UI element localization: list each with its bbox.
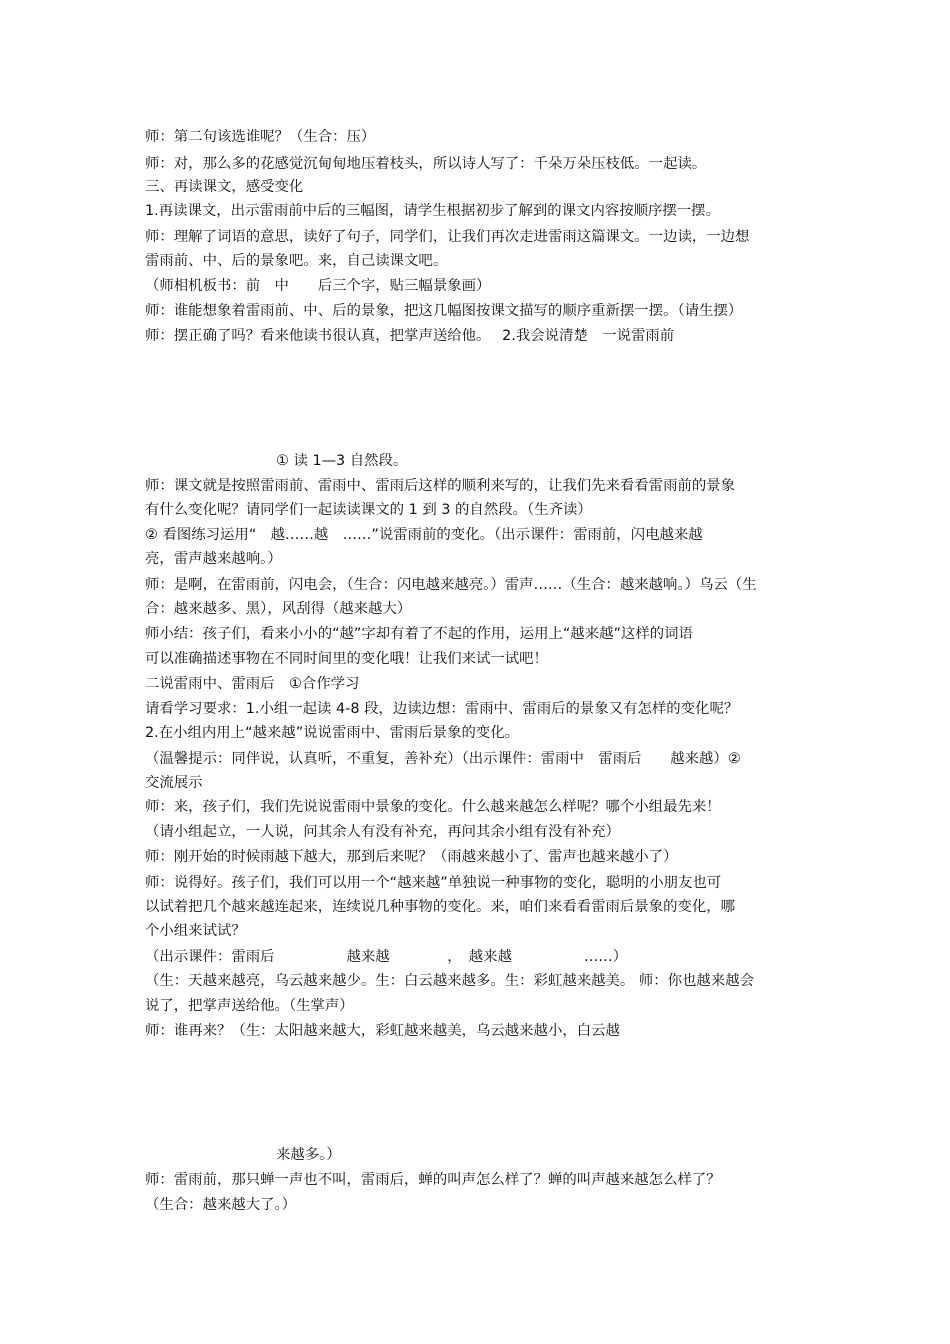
text-line: 师小结：孩子们，看来小小的“越”字却有着了不起的作用，运用上“越来越”这样的词语 xyxy=(145,626,693,642)
text-line: 合：越来越多、黑），风刮得（越来越大） xyxy=(145,601,412,617)
text-line: 可以准确描述事物在不同时间里的变化哦！让我们来试一试吧！ xyxy=(145,651,548,667)
text-line: ① 读 1—3 自然段。 xyxy=(276,453,408,469)
text-line: 师：课文就是按照雷雨前、雷雨中、雷雨后这样的顺利来写的，让我们先来看看雷雨前的景象 xyxy=(145,478,736,494)
section-heading: 三、再读课文，感受变化 xyxy=(145,179,304,195)
text-line: 说了，把掌声送给他。（生掌声） xyxy=(145,998,354,1014)
text-line: （师相机板书：前 中 后三个字，贴三幅景象画） xyxy=(145,278,491,294)
text-line: 请看学习要求：1.小组一起读 4-8 段，边读边想：雷雨中、雷雨后的景象又有怎样的变化呢？ xyxy=(145,701,739,717)
text-line: 师：是啊，在雷雨前，闪电会，（生合：闪电越来越亮。）雷声……（生合：越来越响。）乌云（生 xyxy=(145,577,757,593)
text-line: 雷雨前、中、后的景象吧。来，自己读课文吧。 xyxy=(145,253,448,269)
text-line: 2.在小组内用上“越来越”说说雷雨中、雷雨后景象的变化。 xyxy=(145,725,520,741)
text-line: 师：雷雨前，那只蝉一声也不叫，雷雨后，蝉的叫声怎么样了？蝉的叫声越来越怎么样了？ xyxy=(145,1172,721,1188)
text-line: 有什么变化呢？请同学们一起读读课文的 1 到 3 的自然段。（生齐读） xyxy=(145,502,592,518)
text-line: 师：对，那么多的花感觉沉甸甸地压着枝头，所以诗人写了：千朵万朵压枝低。一起读。 xyxy=(145,156,707,172)
text-line: 师：谁能想象着雷雨前、中、后的景象，把这几幅图按课文描写的顺序重新摆一摆。（请生摆） xyxy=(145,303,743,319)
text-line: （生合：越来越大了。） xyxy=(145,1197,297,1213)
text-line: 亮，雷声越来越响。） xyxy=(145,551,282,567)
text-line: （生：天越来越亮，乌云越来越少。生：白云越来越多。生：彩虹越来越美。 师：你也越来越会 xyxy=(145,973,754,989)
text-line: ② 看图练习运用“ 越……越 ……”说雷雨前的变化。（出示课件：雷雨前，闪电越来越 xyxy=(145,527,703,543)
text-line: 师：谁再来？（生：太阳越来越大，彩虹越来越美，乌云越来越小，白云越 xyxy=(145,1023,620,1039)
text-line: 来越多。） xyxy=(276,1147,341,1163)
text-line: 师：说得好。孩子们，我们可以用一个“越来越”单独说一种事物的变化，聪明的小朋友也可 xyxy=(145,875,722,891)
section-heading: 二说雷雨中、雷雨后 ①合作学习 xyxy=(145,676,360,692)
text-line: （请小组起立，一人说，问其余人有没有补充，再问其余小组有没有补充） xyxy=(145,824,620,840)
text-line: 师：理解了词语的意思，读好了句子，同学们，让我们再次走进雷雨这篇课文。一边读，一边想 xyxy=(145,229,750,245)
text-line: 个小组来试试？ xyxy=(145,923,246,939)
text-line: 师：第二句该选谁呢？（生合：压） xyxy=(145,129,376,145)
text-line: 师：刚开始的时候雨越下越大，那到后来呢？（雨越来越小了、雷声也越来越小了） xyxy=(145,849,678,865)
text-line: 交流展示 xyxy=(145,775,203,791)
text-line: （出示课件：雷雨后 越来越 ， 越来越 ……） xyxy=(145,949,628,965)
text-line: 师：来，孩子们，我们先说说雷雨中景象的变化。什么越来越怎么样呢？哪个小组最先来！ xyxy=(145,799,721,815)
text-line: 以试着把几个越来越连起来，连续说几种事物的变化。来，咱们来看看雷雨后景象的变化，哪 xyxy=(145,899,736,915)
text-line: 师：摆正确了吗？看来他读书很认真，把掌声送给他。 2.我会说清楚 一说雷雨前 xyxy=(145,328,675,344)
text-line: 1.再读课文，出示雷雨前中后的三幅图，请学生根据初步了解到的课文内容按顺序摆一摆。 xyxy=(145,203,720,219)
text-line: （温馨提示：同伴说，认真听，不重复，善补充）（出示课件：雷雨中 雷雨后 越来越）② xyxy=(145,751,741,767)
